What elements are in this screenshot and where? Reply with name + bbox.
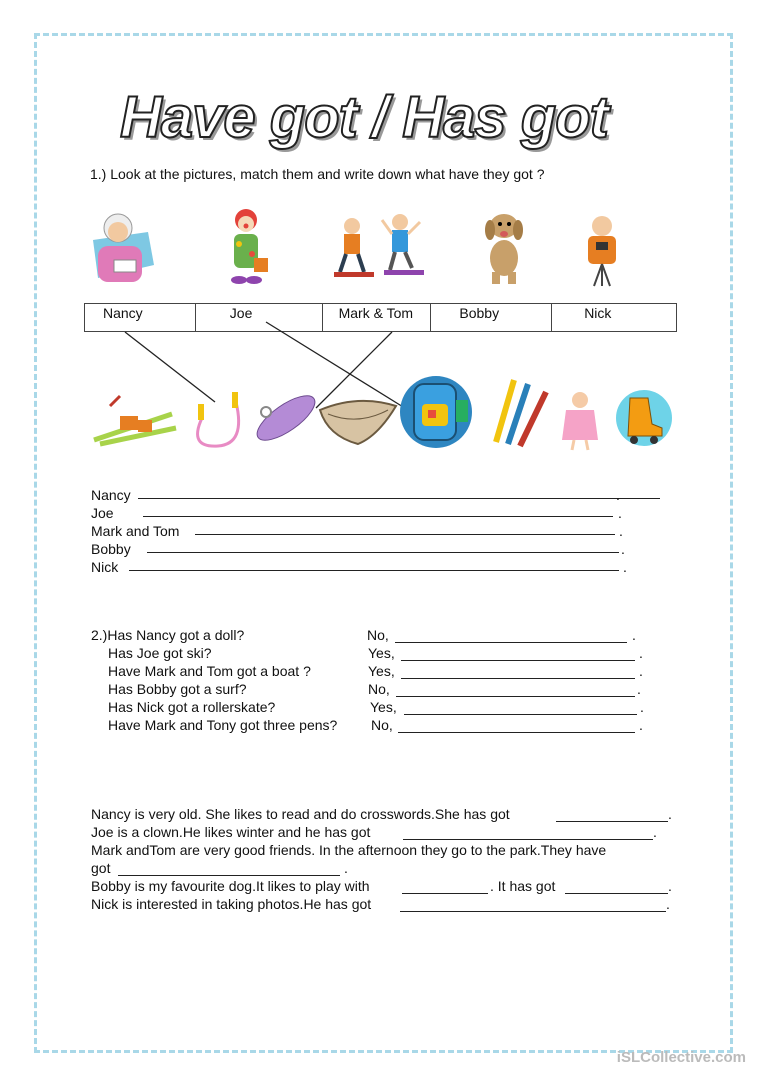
name-cell-joe: Joe <box>196 304 323 331</box>
question-3: Have Mark and Tom got a boat ? <box>108 663 311 679</box>
name-cell-mark-tom: Mark & Tom <box>323 304 432 331</box>
pens-icon <box>488 376 553 448</box>
watermark: iSLCollective.com <box>616 1049 746 1066</box>
sentence-nick: Nick is interested in taking photos.He has got <box>91 896 372 912</box>
question-6: Have Mark and Tony got three pens? <box>108 717 338 733</box>
answer-prefix-1: No, <box>367 627 389 643</box>
grandmother-icon <box>88 210 158 285</box>
question-4: Has Bobby got a surf? <box>108 681 247 697</box>
answer-blank[interactable] <box>143 504 613 517</box>
answer-blank[interactable] <box>401 648 635 661</box>
answer-blank[interactable] <box>129 558 619 571</box>
item-pictures <box>0 370 766 460</box>
backpack-icon <box>400 370 475 452</box>
answer-prefix-5: Yes, <box>370 699 397 715</box>
surfboard-icon <box>252 388 322 448</box>
answer-blank[interactable] <box>404 702 637 715</box>
answer-blank[interactable] <box>395 630 627 643</box>
rollerskate-icon <box>614 388 674 448</box>
answer-blank[interactable] <box>147 540 619 553</box>
answer-blank[interactable] <box>565 881 668 894</box>
writing-line-bobby: Bobby . <box>91 541 625 557</box>
exercise1-instruction: 1.) Look at the pictures, match them and write down what have they got ? <box>90 166 545 182</box>
photographer-icon <box>576 212 631 290</box>
answer-prefix-4: No, <box>368 681 390 697</box>
answer-prefix-3: Yes, <box>368 663 395 679</box>
answer-blank[interactable] <box>118 863 340 876</box>
answer-blank[interactable] <box>403 827 653 840</box>
name-cell-nancy: Nancy <box>85 304 196 331</box>
doll-icon <box>560 390 600 452</box>
sentence-bobby: Bobby is my favourite dog.It likes to play with <box>91 878 370 894</box>
question-1: 2.)Has Nancy got a doll? <box>91 627 245 643</box>
writing-line-nancy: Nancy . <box>91 486 651 504</box>
names-table <box>84 303 677 332</box>
name-cell-nick: Nick <box>584 305 612 321</box>
ski-icon <box>90 392 180 447</box>
answer-blank[interactable] <box>400 899 666 912</box>
writing-line-nick: Nick . <box>91 559 627 575</box>
writing-line-mark-tom: Mark and Tom . <box>91 523 623 539</box>
answer-blank[interactable] <box>195 522 615 535</box>
answer-blank[interactable] <box>401 666 635 679</box>
answer-blank[interactable] <box>556 809 668 822</box>
boat-icon <box>318 396 398 451</box>
worksheet-title: Have got / Has got <box>120 85 608 150</box>
name-cell-bobby: Bobby <box>431 304 552 331</box>
answer-blank[interactable] <box>398 720 635 733</box>
clown-icon <box>224 208 274 288</box>
sentence-mark-tom: Mark andTom are very good friends. In the afternoon they go to the park.They have <box>91 842 607 858</box>
question-2: Has Joe got ski? <box>108 645 212 661</box>
answer-blank[interactable] <box>138 486 660 499</box>
answer-prefix-6: No, <box>371 717 393 733</box>
question-5: Has Nick got a rollerskate? <box>108 699 276 715</box>
writing-line-joe: Joe . <box>91 505 622 521</box>
dog-icon <box>478 210 533 288</box>
answer-blank[interactable] <box>402 881 488 894</box>
sentence-joe: Joe is a clown.He likes winter and he has got <box>91 824 371 840</box>
answer-prefix-2: Yes, <box>368 645 395 661</box>
skateboarders-icon <box>332 212 427 287</box>
answer-blank[interactable] <box>396 684 635 697</box>
sentence-nancy: Nancy is very old. She likes to read and do crosswords.She has got <box>91 806 510 822</box>
jump-rope-icon <box>188 388 248 453</box>
character-pictures <box>0 200 766 295</box>
name-writing-lines <box>91 486 651 576</box>
